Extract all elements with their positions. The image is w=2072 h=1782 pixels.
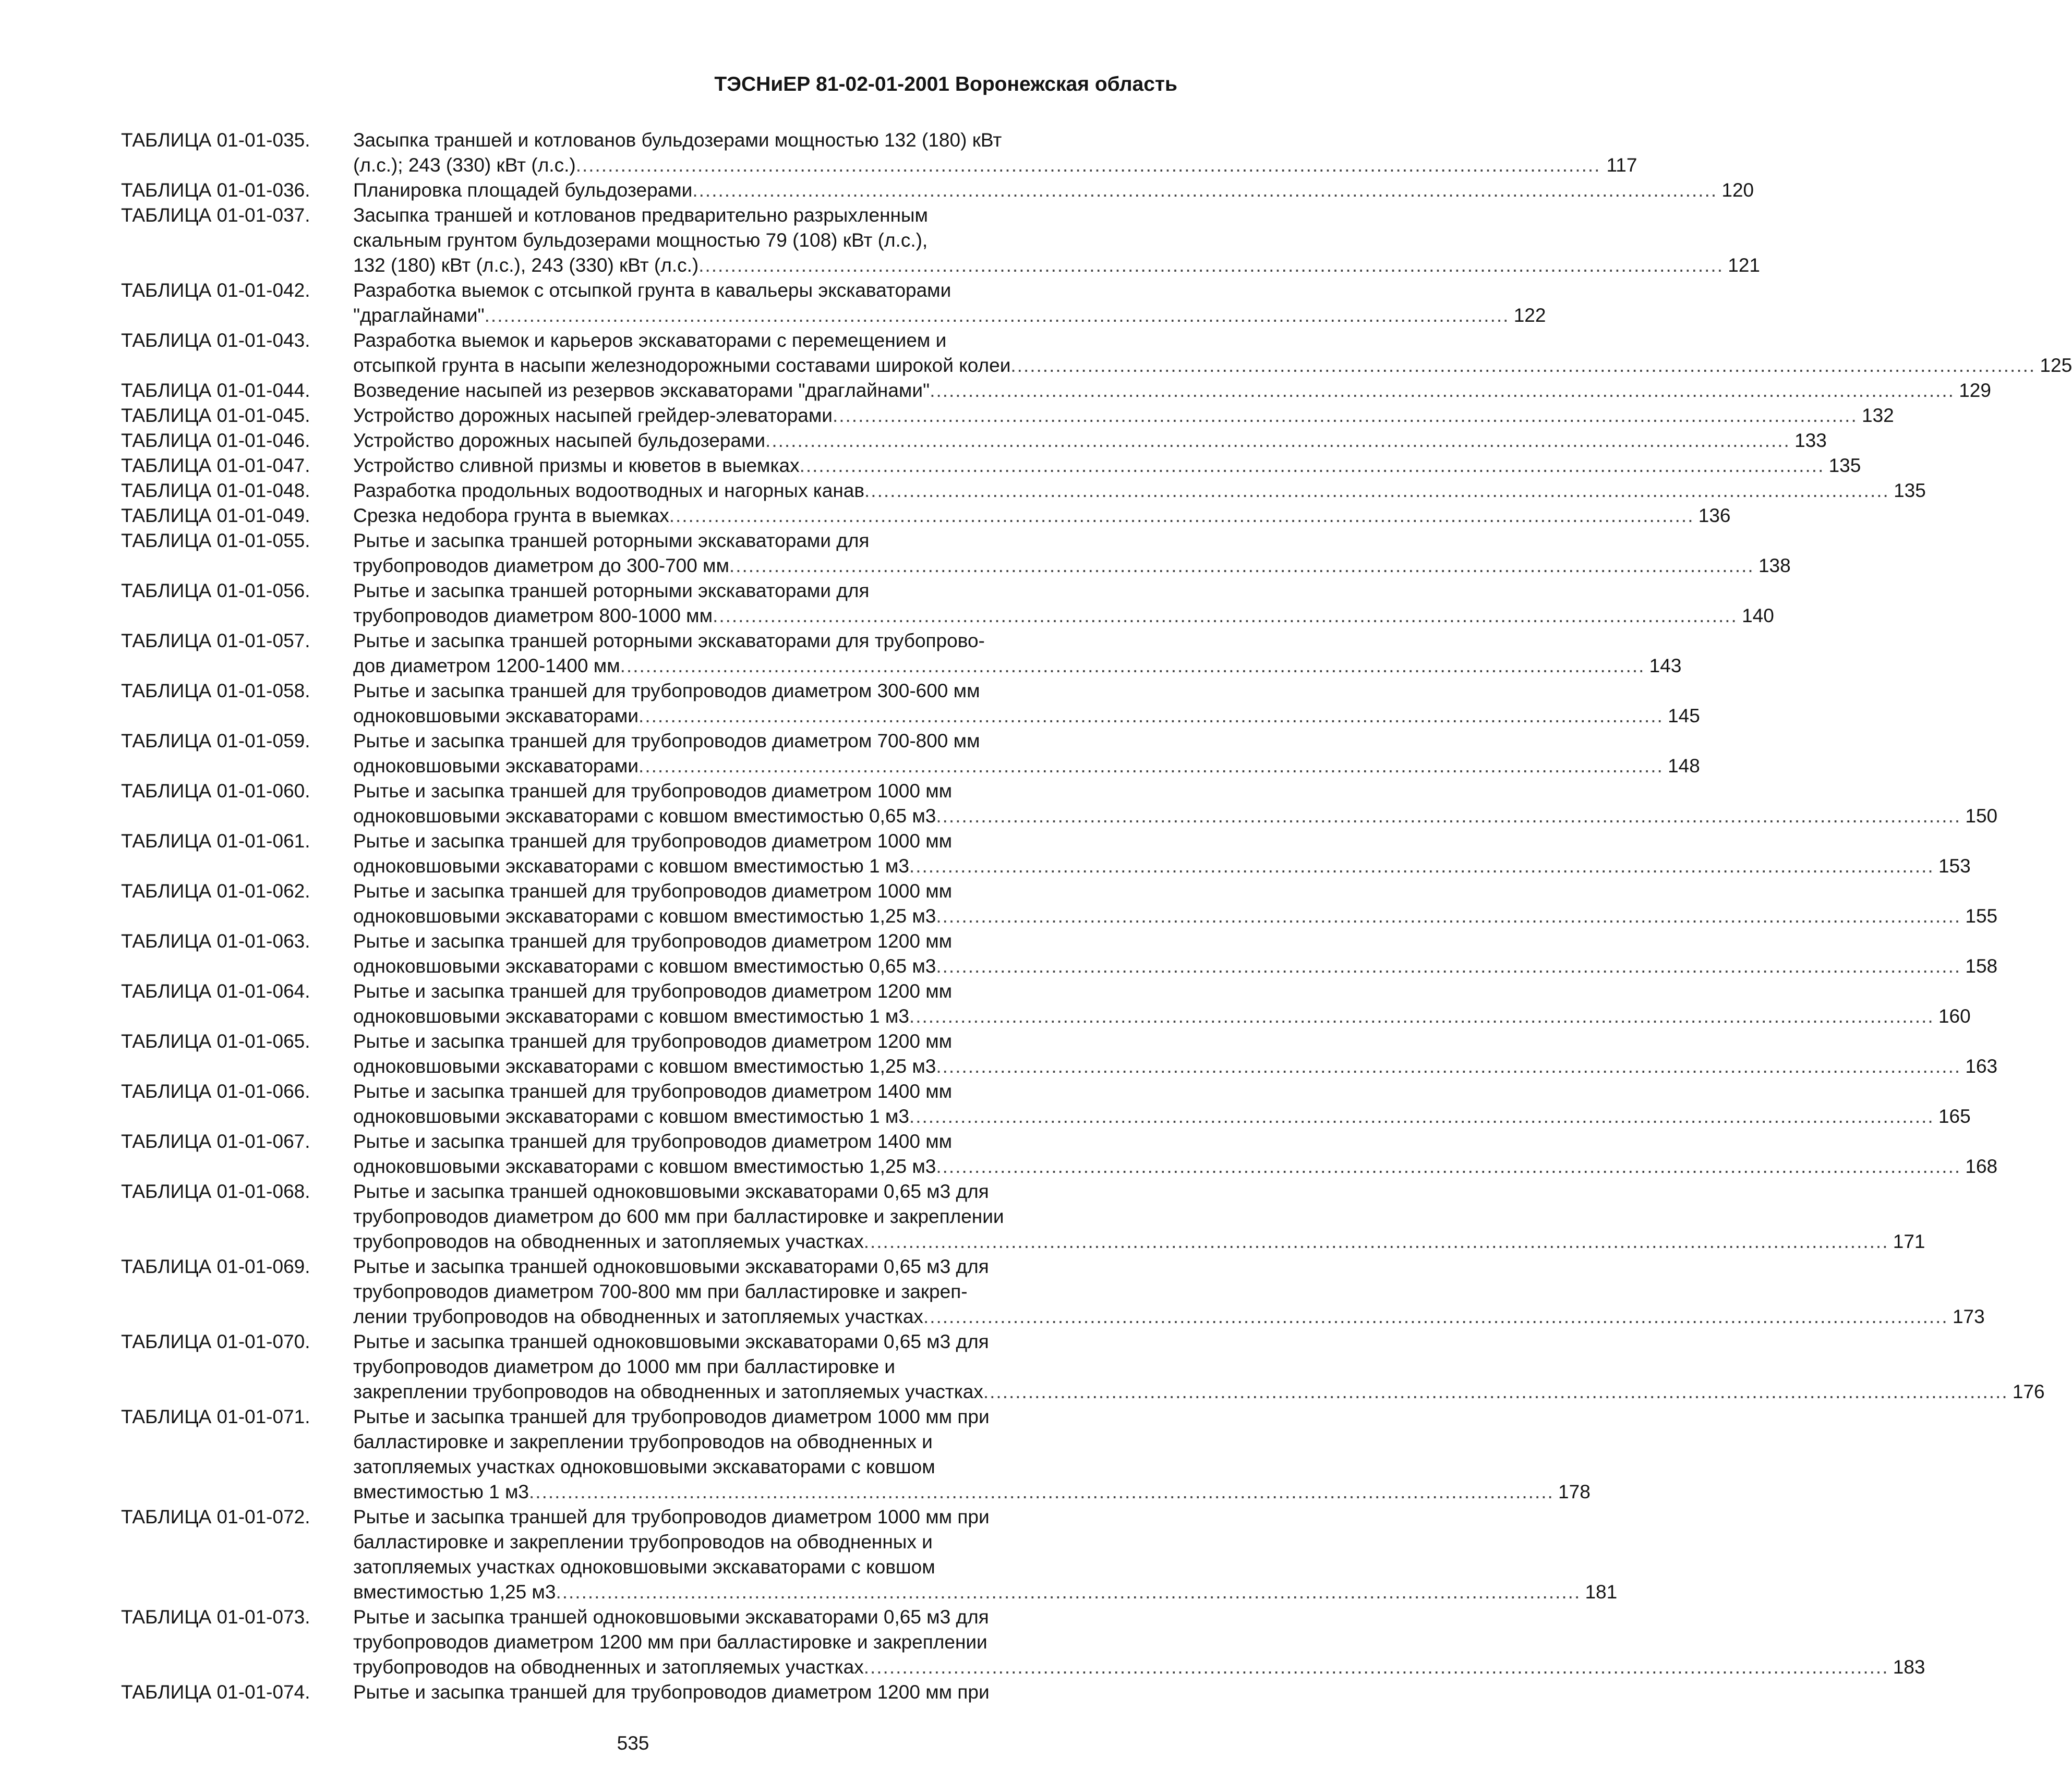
toc-entry-label: ТАБЛИЦА 01-01-044. [121,380,310,401]
dot-leader [936,1154,1961,1179]
toc-entry[interactable] [121,1029,1998,1079]
toc-entry-label: ТАБЛИЦА 01-01-058. [121,680,310,701]
toc-entry-page: 158 [1965,955,1998,977]
toc-entry[interactable] [121,1254,1985,1329]
toc-entry[interactable] [121,503,1731,528]
toc-entry-title-line: Рытье и засыпка траншей для трубопроводов диаметром 700-800 мм [353,730,980,751]
toc-entry-title [353,1129,1997,1179]
toc-entry-title [353,203,1760,278]
toc-entry-title-line: Устройство дорожных насыпей бульдозерами [353,430,766,451]
toc-entry-title [353,528,1791,578]
toc-entry-label: ТАБЛИЦА 01-01-047. [121,455,310,476]
dot-leader [698,253,1724,278]
dot-leader [729,553,1754,578]
toc-entry-title [353,879,1997,929]
toc-entry-page: 171 [1893,1231,1925,1252]
toc-entry-title [353,1605,1925,1680]
toc-entry-page: 183 [1893,1656,1925,1678]
toc-entry-title-line: трубопроводов диаметром до 600 мм при балластировке и закреплении [353,1206,1004,1227]
toc-entry-title-line: затопляемых участках одноковшовыми экскаваторами с ковшом [353,1556,935,1578]
toc-entry-title-line: Рытье и засыпка траншей для трубопроводов диаметром 1000 мм [353,880,953,902]
dot-leader [485,303,1510,328]
toc-entry-label: ТАБЛИЦА 01-01-055. [121,530,310,551]
toc-entry-page: 155 [1965,905,1998,927]
toc-entry[interactable] [121,178,1754,203]
toc-entry-label: ТАБЛИЦА 01-01-068. [121,1181,310,1202]
toc-entry-title [353,1079,1971,1129]
toc-entry-title-line: одноковшовыми экскаваторами с ковшом вместимостью 1 м3 [353,855,909,877]
toc-entry-label: ТАБЛИЦА 01-01-070. [121,1331,310,1352]
toc-entry-title-line: затопляемых участках одноковшовыми экскаваторами с ковшом [353,1456,935,1477]
toc-entry-title-line: Рытье и засыпка траншей для трубопроводов диаметром 1200 мм [353,980,953,1002]
toc-entry-title [353,278,1546,328]
toc-entry-title-line: Рытье и засыпка траншей одноковшовыми экскаваторами 0,65 м3 для [353,1181,989,1202]
toc-entry-title [353,1329,2045,1404]
toc-entry-page: 150 [1965,805,1998,827]
toc-entry-title [353,1029,1997,1079]
toc-entry-title [353,578,1774,628]
toc-entry-page: 135 [1894,480,1926,501]
toc-entry-label: ТАБЛИЦА 01-01-069. [121,1256,310,1277]
dot-leader [669,503,1694,528]
toc-entry-title-line: одноковшовыми экскаваторами с ковшом вместимостью 1,25 м3 [353,905,936,927]
toc-entry-title-line: одноковшовыми экскаваторами с ковшом вместимостью 1,25 м3 [353,1156,936,1177]
toc-entry-label: ТАБЛИЦА 01-01-057. [121,630,310,651]
toc-entry-title-line: Рытье и засыпка траншей для трубопроводов диаметром 1000 мм при [353,1506,990,1528]
dot-leader [1010,353,2035,378]
toc-entry-label: ТАБЛИЦА 01-01-059. [121,730,310,751]
toc-entry[interactable] [121,929,1998,979]
dot-leader [765,428,1790,453]
toc-entry-label: ТАБЛИЦА 01-01-046. [121,430,310,451]
toc-entry-label: ТАБЛИЦА 01-01-048. [121,480,310,501]
toc-entry-page: 129 [1959,380,1991,401]
toc-entry-title [353,328,2072,378]
toc-entry-label: ТАБЛИЦА 01-01-056. [121,580,310,601]
dot-leader [864,478,1889,503]
toc-entry-page: 181 [1585,1581,1618,1603]
toc-entry-title-line: балластировке и закреплении трубопроводов на обводненных и [353,1531,933,1553]
toc-entry-title-line: "драглайнами" [353,305,485,326]
toc-entry-title [353,128,1637,178]
dot-leader [864,1655,1889,1680]
toc-entry-page: 125 [2040,355,2072,376]
toc-entry-page: 168 [1965,1156,1998,1177]
toc-entry-title-line: Срезка недобора грунта в выемках [353,505,669,526]
toc-entry[interactable] [121,403,1894,428]
toc-entry-title-line: трубопроводов диаметром до 300-700 мм [353,555,729,576]
dot-leader [800,453,1825,478]
dot-leader [833,403,1858,428]
toc-entry-label: ТАБЛИЦА 01-01-042. [121,280,310,301]
toc-entry[interactable] [121,453,1861,478]
toc-entry-title-line: Разработка выемок и карьеров экскаваторами с перемещением и [353,330,947,351]
dot-leader [639,754,1664,779]
toc-entry-title [353,829,1971,879]
dot-leader [864,1229,1889,1254]
toc-entry-title-line: закреплении трубопроводов на обводненных и затопляемых участках [353,1381,983,1402]
dot-leader [983,1379,2008,1404]
toc-entry-title-line: Рытье и засыпка траншей одноковшовыми экскаваторами 0,65 м3 для [353,1331,989,1352]
dot-leader [713,603,1738,628]
toc-entry[interactable] [121,478,1926,503]
toc-entry-title-line: 132 (180) кВт (л.с.), 243 (330) кВт (л.с.) [353,254,699,276]
toc-entry-label: ТАБЛИЦА 01-01-035. [121,129,310,151]
toc-entry-title [353,628,1681,678]
toc-entry-title [353,178,1754,203]
toc-entry-page: 165 [1938,1106,1971,1127]
toc-entry-title-line: трубопроводов на обводненных и затопляемых участках [353,1656,864,1678]
toc-entry-title-line: трубопроводов диаметром 800-1000 мм [353,605,713,626]
toc-entry[interactable] [121,1329,2045,1404]
toc-entry-title-line: Устройство сливной призмы и кюветов в выемках [353,455,800,476]
toc-entry-title-line: одноковшовыми экскаваторами с ковшом вместимостью 1 м3 [353,1005,909,1027]
toc-entry-page: 120 [1721,179,1754,201]
dot-leader [909,1004,1934,1029]
toc-entry-title [353,1505,1617,1605]
toc-entry[interactable] [121,1179,1925,1254]
toc-entry-title-line: одноковшовыми экскаваторами с ковшом вместимостью 1,25 м3 [353,1056,936,1077]
toc-entry-label: ТАБЛИЦА 01-01-074. [121,1681,310,1703]
toc-entry-label: ТАБЛИЦА 01-01-064. [121,980,310,1002]
dot-leader [692,178,1717,203]
toc-entry[interactable] [121,528,1791,578]
toc-entry[interactable] [121,328,2072,378]
toc-entry-label: ТАБЛИЦА 01-01-072. [121,1506,310,1528]
dot-leader [556,1580,1581,1605]
toc-entry[interactable] [121,1129,1998,1179]
dot-leader [936,904,1961,929]
toc-entry-title-line: скальным грунтом бульдозерами мощностью 79 (108) кВт (л.с.), [353,229,928,251]
toc-entry[interactable] [121,1505,1618,1605]
toc-entry-label: ТАБЛИЦА 01-01-065. [121,1031,310,1052]
toc-entry-label: ТАБЛИЦА 01-01-071. [121,1406,310,1427]
toc-entry-page: 117 [1606,154,1637,176]
toc-entry-label: ТАБЛИЦА 01-01-063. [121,930,310,952]
toc-entry-title-line: трубопроводов диаметром 700-800 мм при балластировке и закреп- [353,1281,968,1302]
toc-entry-title-line: (л.с.); 243 (330) кВт (л.с.) [353,154,576,176]
dot-leader [909,854,1934,879]
toc-entry-title-line: одноковшовыми экскаваторами с ковшом вместимостью 1 м3 [353,1106,909,1127]
toc-entry-title [353,378,1991,403]
toc-entry-title-line: трубопроводов диаметром до 1000 мм при балластировке и [353,1356,896,1377]
toc-entry-label: ТАБЛИЦА 01-01-043. [121,330,310,351]
toc-entry-title [353,1404,1591,1505]
toc-entry[interactable] [121,729,1700,779]
toc-entry-title-line: одноковшовыми экскаваторами с ковшом вместимостью 0,65 м3 [353,805,936,827]
toc-entry-page: 133 [1794,430,1827,451]
page-number: 535 [617,1732,649,1754]
toc-entry-label: ТАБЛИЦА 01-01-066. [121,1081,310,1102]
toc-entry-title-line: Засыпка траншей и котлованов бульдозерами мощностью 132 (180) кВт [353,129,1002,151]
toc-entry[interactable] [121,1404,1591,1505]
toc-entry-label: ТАБЛИЦА 01-01-061. [121,830,310,852]
toc-entry[interactable] [121,128,1637,178]
toc-entry-title-line: Рытье и засыпка траншей одноковшовыми экскаваторами 0,65 м3 для [353,1606,989,1628]
toc-entry[interactable] [121,428,1827,453]
toc-entry-title-line: Планировка площадей бульдозерами [353,179,693,201]
table-of-contents [121,128,2072,1705]
toc-entry-title-line: Разработка выемок с отсыпкой грунта в кавальеры экскаваторами [353,280,951,301]
toc-entry-label: ТАБЛИЦА 01-01-060. [121,780,310,802]
toc-entry-label: ТАБЛИЦА 01-01-067. [121,1131,310,1152]
dot-leader [909,1104,1934,1129]
toc-entry-title [353,729,1700,779]
toc-entry-title-line: одноковшовыми экскаваторами с ковшом вместимостью 0,65 м3 [353,955,936,977]
toc-entry-title-line: Рытье и засыпка траншей для трубопроводов диаметром 300-600 мм [353,680,980,701]
toc-entry-title-line: Рытье и засыпка траншей для трубопроводов диаметром 1000 мм [353,780,953,802]
toc-entry-title-line: Устройство дорожных насыпей грейдер-элеваторами [353,405,833,426]
toc-entry-title-line: вместимостью 1,25 м3 [353,1581,556,1603]
toc-entry[interactable] [121,628,1682,678]
toc-entry-label: ТАБЛИЦА 01-01-073. [121,1606,310,1628]
toc-entry-title [353,678,1700,729]
toc-entry-page: 160 [1938,1005,1971,1027]
toc-entry-title [353,1680,1128,1705]
toc-entry-title [353,929,1997,979]
toc-entry-label: ТАБЛИЦА 01-01-036. [121,179,310,201]
toc-entry-title-line: Разработка продольных водоотводных и нагорных канав [353,480,865,501]
dot-leader [930,378,1955,403]
toc-entry[interactable] [121,1680,1128,1705]
toc-entry-page: 145 [1668,705,1700,726]
toc-entry-title [353,503,1730,528]
toc-entry-page: 122 [1513,305,1546,326]
toc-entry-title-line: Рытье и засыпка траншей для трубопроводов диаметром 1200 мм [353,930,953,952]
toc-entry-title-line: балластировке и закреплении трубопроводов на обводненных и [353,1431,933,1452]
toc-entry-page: 132 [1862,405,1894,426]
dot-leader [936,954,1961,979]
toc-entry-title-line: Рытье и засыпка траншей для трубопроводов диаметром 1000 мм при [353,1406,990,1427]
toc-entry[interactable] [121,203,1760,278]
toc-entry-title [353,1254,1985,1329]
toc-entry-page: 136 [1698,505,1731,526]
toc-entry-label: ТАБЛИЦА 01-01-037. [121,204,310,226]
toc-entry-title-line: Рытье и засыпка траншей одноковшовыми экскаваторами 0,65 м3 для [353,1256,989,1277]
dot-leader [936,1054,1961,1079]
toc-entry-title-line: одноковшовыми экскаваторами [353,755,639,777]
toc-entry[interactable] [121,879,1998,929]
toc-entry[interactable] [121,678,1700,729]
toc-entry-title-line: отсыпкой грунта в насыпи железнодорожными составами широкой колеи [353,355,1011,376]
toc-entry-page: 135 [1828,455,1861,476]
dot-leader [529,1480,1554,1505]
dot-leader [576,153,1601,178]
toc-entry-label: ТАБЛИЦА 01-01-049. [121,505,310,526]
running-header: ТЭСНиЕР 81-02-01-2001 Воронежская область [714,73,1177,95]
toc-entry-title-line: дов диаметром 1200-1400 мм [353,655,620,676]
toc-entry-title-line: Возведение насыпей из резервов экскаваторами "драглайнами" [353,380,930,401]
dot-leader [923,1304,1948,1329]
toc-entry[interactable] [121,1079,1971,1129]
toc-entry-title-line: одноковшовыми экскаваторами [353,705,639,726]
toc-entry[interactable] [121,578,1774,628]
toc-entry[interactable] [121,278,1546,328]
toc-entry-page: 163 [1965,1056,1998,1077]
toc-entry-title-line: лении трубопроводов на обводненных и затопляемых участках [353,1306,923,1327]
toc-entry-page: 143 [1649,655,1682,676]
toc-entry-label: ТАБЛИЦА 01-01-062. [121,880,310,902]
toc-entry-title-line: Рытье и засыпка траншей роторными экскаваторами для [353,580,870,601]
toc-entry[interactable] [121,779,1998,829]
toc-entry-title [353,428,1827,453]
toc-entry-page: 148 [1668,755,1700,777]
toc-entry-title-line: Рытье и засыпка траншей роторными экскаваторами для [353,530,870,551]
toc-entry[interactable] [121,829,1971,879]
toc-entry-title-line: трубопроводов диаметром 1200 мм при балластировке и закреплении [353,1631,987,1653]
toc-entry-title-line: Рытье и засыпка траншей для трубопроводов диаметром 1400 мм [353,1081,953,1102]
toc-entry[interactable] [121,979,1971,1029]
toc-entry-title-line: вместимостью 1 м3 [353,1481,529,1502]
toc-entry-page: 173 [1952,1306,1985,1327]
toc-entry-title-line: Рытье и засыпка траншей для трубопроводов диаметром 1400 мм [353,1131,953,1152]
toc-entry-page: 176 [2012,1381,2045,1402]
toc-entry-page: 121 [1728,254,1760,276]
toc-entry-title [353,979,1971,1029]
toc-entry-title [353,478,1926,503]
toc-entry-title-line: Рытье и засыпка траншей для трубопроводов диаметром 1000 мм [353,830,953,852]
toc-entry[interactable] [121,378,1991,403]
toc-entry-title-line: трубопроводов на обводненных и затопляемых участках [353,1231,864,1252]
dot-leader [620,653,1645,678]
dot-leader [936,804,1961,829]
toc-entry-page: 178 [1558,1481,1591,1502]
toc-entry-title-line: Рытье и засыпка траншей роторными экскаваторами для трубопрово- [353,630,985,651]
toc-entry-title [353,1179,1925,1254]
toc-entry-label: ТАБЛИЦА 01-01-045. [121,405,310,426]
toc-entry-page: 153 [1938,855,1971,877]
toc-entry-page: 138 [1758,555,1791,576]
toc-entry-title [353,453,1861,478]
toc-entry-title [353,779,1997,829]
toc-entry-page: 140 [1742,605,1774,626]
toc-entry[interactable] [121,1605,1925,1680]
toc-entry-title-line: Засыпка траншей и котлованов предварительно разрыхленным [353,204,928,226]
dot-leader [639,704,1664,729]
toc-entry-title-line: Рытье и засыпка траншей для трубопроводов диаметром 1200 мм [353,1031,953,1052]
toc-entry-title-line: Рытье и засыпка траншей для трубопроводов диаметром 1200 мм при [353,1681,990,1703]
toc-entry-title [353,403,1894,428]
